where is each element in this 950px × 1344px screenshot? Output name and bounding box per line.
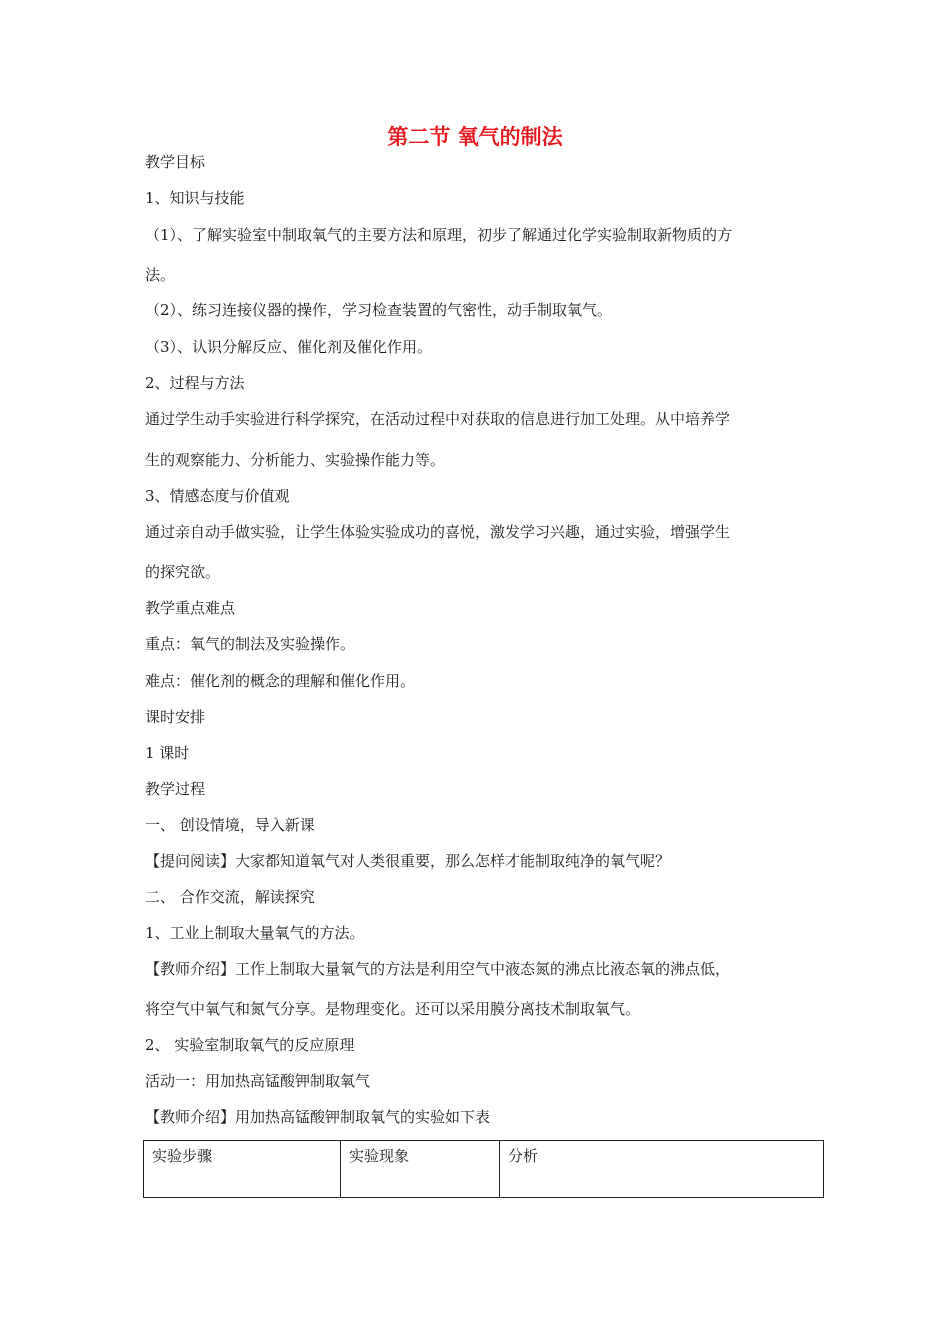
paragraph-line: 【教师介绍】工作上制取大量氧气的方法是利用空气中液态氮的沸点比液态氧的沸点低， [145,960,731,978]
paragraph-line: 【教师介绍】用加热高锰酸钾制取氧气的实验如下表 [145,1108,491,1126]
subheading-attitude-values: 3、情感态度与价值观 [145,487,290,505]
paragraph-line: 难点：催化剂的概念的理解和催化作用。 [145,672,416,690]
subheading-knowledge-skills: 1、知识与技能 [145,189,245,207]
heading-teaching-process: 教学过程 [145,780,206,798]
paragraph-line: 生的观察能力、分析能力、实验操作能力等。 [145,451,446,469]
paragraph-line: 2、 实验室制取氧气的反应原理 [145,1036,355,1054]
paragraph-line: （1）、了解实验室中制取氧气的主要方法和原理，初步了解通过化学实验制取新物质的方 [145,226,733,244]
page-title: 第二节 氧气的制法 [387,125,563,149]
heading-teaching-goals: 教学目标 [145,153,206,171]
experiment-table [143,1140,824,1198]
paragraph-line: 1 课时 [145,744,190,762]
paragraph-line: 【提问阅读】大家都知道氧气对人类很重要，那么怎样才能制取纯净的氧气呢？ [145,852,671,870]
heading-key-difficulties: 教学重点难点 [145,599,236,617]
paragraph-line: 通过亲自动手做实验，让学生体验实验成功的喜悦，激发学习兴趣，通过实验，增强学生 [145,523,731,541]
paragraph-line: 将空气中氧气和氮气分享。是物理变化。还可以采用膜分离技术制取氧气。 [145,1000,641,1018]
subheading-process-method: 2、过程与方法 [145,374,245,392]
section-heading: 一、 创设情境，导入新课 [145,816,315,834]
table-row [144,1141,824,1198]
heading-schedule: 课时安排 [145,708,206,726]
paragraph-line: 通过学生动手实验进行科学探究，在活动过程中对获取的信息进行加工处理。从中培养学 [145,410,731,428]
paragraph-line: 1、工业上制取大量氧气的方法。 [145,924,365,942]
paragraph-line: （2）、练习连接仪器的操作，学习检查装置的气密性，动手制取氧气。 [145,301,613,319]
paragraph-line: 活动一：用加热高锰酸钾制取氧气 [145,1072,371,1090]
table-header-cell: 实验现象 [341,1141,500,1198]
paragraph-line: 重点：氧气的制法及实验操作。 [145,635,356,653]
section-heading: 二、 合作交流，解读探究 [145,888,315,906]
table-header-cell: 实验步骤 [144,1141,341,1198]
paragraph-line: （3）、认识分解反应、催化剂及催化作用。 [145,338,433,356]
paragraph-line: 法。 [145,266,176,284]
paragraph-line: 的探究欲。 [145,563,221,581]
table-header-cell: 分析 [500,1141,824,1198]
